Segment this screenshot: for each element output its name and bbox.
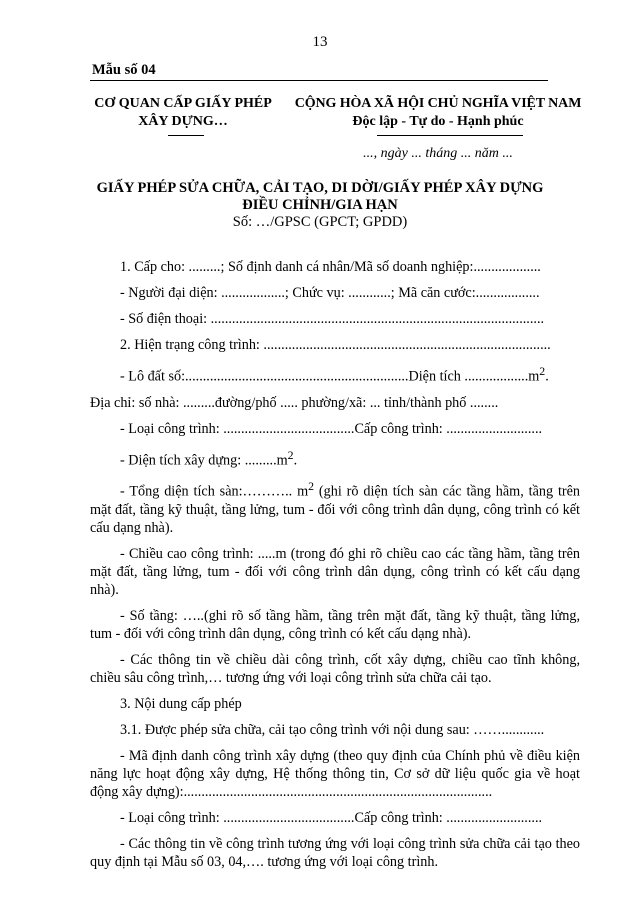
item-land-lot [90, 362, 580, 386]
issuing-agency-line1: CƠ QUAN CẤP GIẤY PHÉP [94, 96, 272, 111]
document-title [60, 180, 580, 214]
nation-name: CỘNG HÒA XÃ HỘI CHỦ NGHĨA VIỆT NAM [294, 96, 582, 111]
page-number: 13 [312, 34, 328, 50]
floor-area-text: - Tổng diện tích sàn:……….. m [120, 484, 309, 501]
land-lot-unit-exponent: 2 [539, 364, 546, 378]
item-work-id: - Mã định danh công trình xây dựng (theo quy định của Chính phủ về điều kiện năng lực hoạt động xây dựng, Hệ thống thông tin, Cơ sở dữ liệu quốc gia về hoạt động xây dựng):....................................................................................... [90, 748, 580, 801]
item-phone: - Số điện thoại: .............................................................................................. [120, 311, 545, 327]
national-motto: Độc lập - Tự do - Hạnh phúc [352, 114, 524, 129]
item-permit-content: 3. Nội dung cấp phép [120, 696, 242, 713]
land-lot-end: . [545, 368, 549, 385]
document-number: Số: …/GPSC (GPCT; GPDD) [232, 214, 408, 230]
construction-area-text: - Diện tích xây dựng: .........m [120, 452, 288, 469]
item-work-type-2: - Loại công trình: .....................................Cấp công trình: ........................... [120, 810, 543, 827]
item-permitted-repair: 3.1. Được phép sửa chữa, cải tạo công trình với nội dung sau: ……............ [120, 722, 545, 739]
floor-area-exponent: 2 [308, 479, 315, 494]
agency-underline [168, 135, 204, 136]
item-total-floor-area [90, 477, 580, 537]
item-work-info: - Các thông tin về công trình tương ứng với loại công trình sửa chữa cải tạo theo quy định tại Mẫu số 03, 04,…. tương ứng với loại công trình. [90, 836, 580, 871]
issuing-agency-header [88, 95, 278, 131]
item-construction-area [90, 446, 580, 470]
title-line1: GIẤY PHÉP SỬA CHỮA, CẢI TẠO, DI DỜI/GIẤY PHÉP XÂY DỰNG [96, 180, 544, 196]
item-representative: - Người đại diện: ..................; Chức vụ: ............; Mã căn cước:.................. [120, 285, 540, 301]
construction-area-exponent: 2 [287, 447, 294, 462]
national-header [288, 95, 588, 131]
date-line: ..., ngày ... tháng ... năm ... [363, 146, 513, 161]
land-lot-text: - Lô đất số:...............................................................Diện tích ..................m [120, 368, 540, 385]
top-divider [90, 80, 548, 81]
construction-area-end: . [293, 452, 298, 469]
item-floors: - Số tầng: …..(ghi rõ số tầng hầm, tầng trên mặt đất, tầng kỹ thuật, tầng lửng, tum - đối với công trình dân dụng, công trình có kết cấu dạng nhà). [90, 608, 580, 643]
form-code: Mẫu số 04 [92, 62, 156, 78]
issuing-agency-line2: XÂY DỰNG… [138, 114, 228, 129]
item-height: - Chiều cao công trình: .....m (trong đó ghi rõ chiều cao các tầng hầm, tầng trên mặt đất, tầng lửng, tum - đối với công trình dân dụng, công trình có kết cấu dạng nhà). [90, 546, 580, 599]
floor-area-note: (ghi rõ diện tích sàn các tầng hầm, tầng trên mặt đất, tầng kỹ thuật, tầng lửng, tum - đối với công trình dân dụng, công trình có kết cấu dạng nhà). [90, 484, 581, 537]
item-other-info: - Các thông tin về chiều dài công trình, cốt xây dựng, chiều cao tĩnh không, chiều sâu công trình,… tương ứng với loại công trình sửa chữa cải tạo. [90, 652, 580, 687]
title-line2: ĐIỀU CHỈNH/GIA HẠN [242, 197, 398, 213]
item-work-type: - Loại công trình: .....................................Cấp công trình: ........................... [120, 420, 543, 437]
item-issued-to: 1. Cấp cho: .........; Số định danh cá nhân/Mã số doanh nghiệp:................... [120, 259, 541, 275]
item-current-status: 2. Hiện trạng công trình: ................................................................................. [120, 337, 551, 353]
item-address: Địa chỉ: số nhà: .........đường/phố ..... phường/xã: ... tỉnh/thành phố ........ [90, 394, 499, 411]
document-body [90, 258, 580, 879]
motto-underline [377, 135, 523, 136]
